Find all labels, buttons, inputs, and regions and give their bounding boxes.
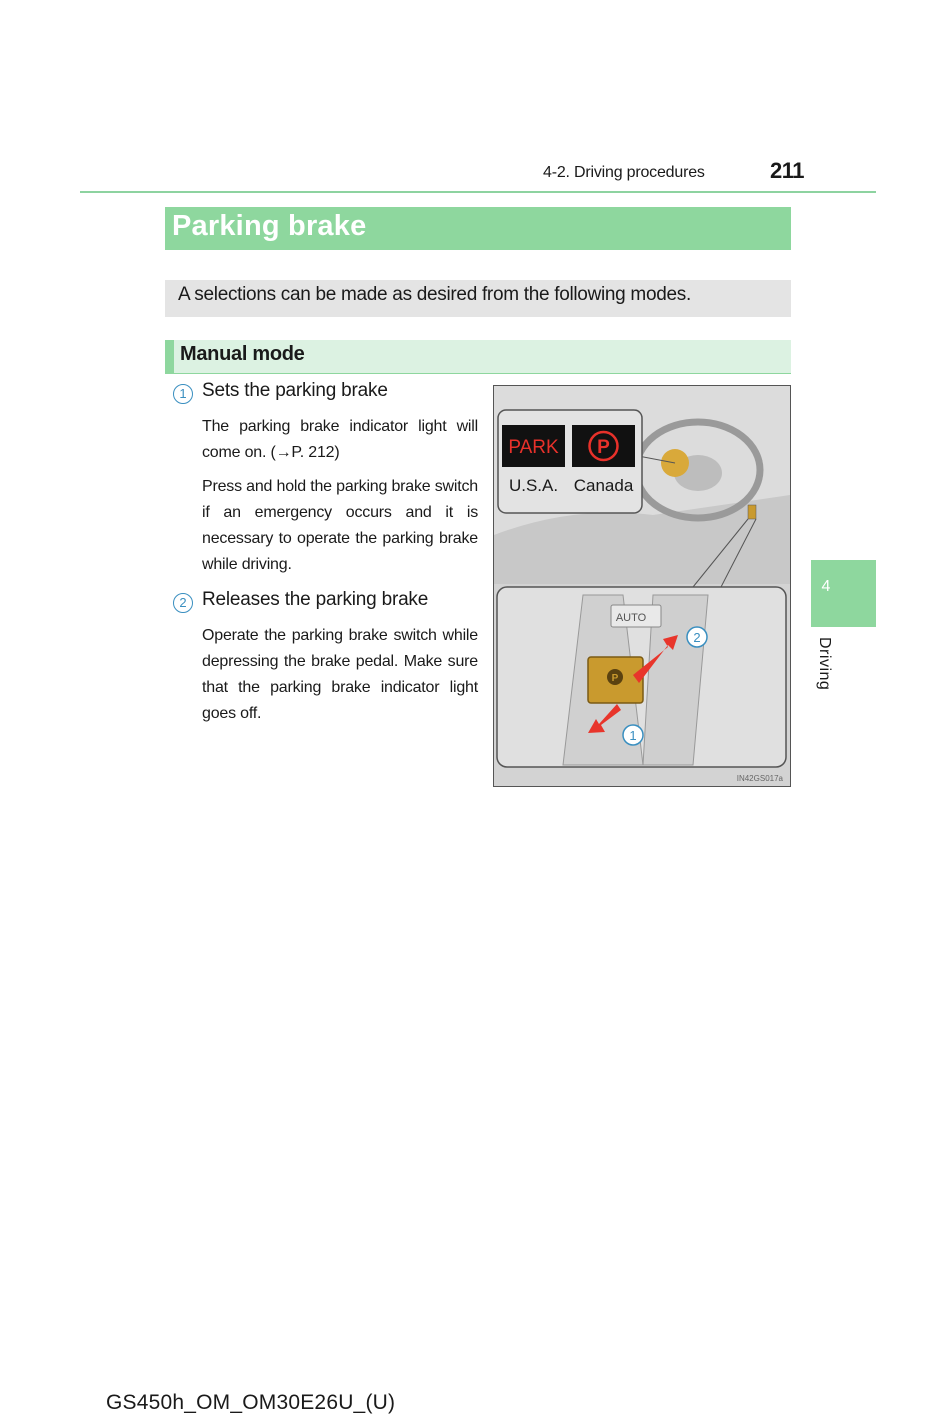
- side-tab-number: 4: [821, 578, 831, 595]
- header-section: 4-2. Driving procedures: [543, 164, 705, 181]
- step-2-number: 2: [173, 593, 193, 613]
- step-1-number: 1: [173, 384, 193, 404]
- indicator-p-text: P: [597, 437, 610, 458]
- page-title: Parking brake: [172, 210, 367, 242]
- callout-1-text: 1: [629, 728, 637, 743]
- auto-switch-label: AUTO: [615, 612, 647, 624]
- footer-code: GS450h_OM_OM30E26U_(U): [106, 1391, 396, 1414]
- figure-code: IN42GS017a: [736, 774, 783, 783]
- step-1-paragraph-1: The parking brake indicator light will come on. (→P. 212): [202, 418, 478, 461]
- callout-2-text: 2: [693, 630, 701, 645]
- side-tab-label: Driving: [816, 637, 833, 691]
- intro-text: A selections can be made as desired from the following modes.: [178, 284, 691, 305]
- step-2-paragraph-1: Operate the parking brake switch while depressing the brake pedal. Make sure that the parking brake indicator light goes off.: [202, 627, 478, 722]
- subsection-accent: [165, 340, 174, 373]
- label-usa: U.S.A.: [508, 476, 559, 495]
- subsection-bar: [165, 340, 791, 374]
- page-number: 211: [770, 158, 804, 183]
- parking-brake-illustration: [493, 385, 791, 787]
- console-switch-mark: [748, 505, 756, 519]
- header-rule: [80, 191, 876, 193]
- label-canada: Canada: [573, 476, 634, 495]
- indicator-park-text: PARK: [508, 437, 559, 458]
- switch-p-letter: P: [611, 673, 619, 684]
- intro-box: [165, 280, 791, 317]
- step-1-paragraph-2: Press and hold the parking brake switch if an emergency occurs and it is necessary to operate the parking brake while driving.: [202, 478, 478, 573]
- step-1-title: Sets the parking brake: [202, 380, 388, 401]
- side-tab: [811, 560, 876, 627]
- subsection-title: Manual mode: [180, 343, 305, 365]
- step-2-title: Releases the parking brake: [202, 589, 429, 610]
- title-bar: [165, 207, 791, 250]
